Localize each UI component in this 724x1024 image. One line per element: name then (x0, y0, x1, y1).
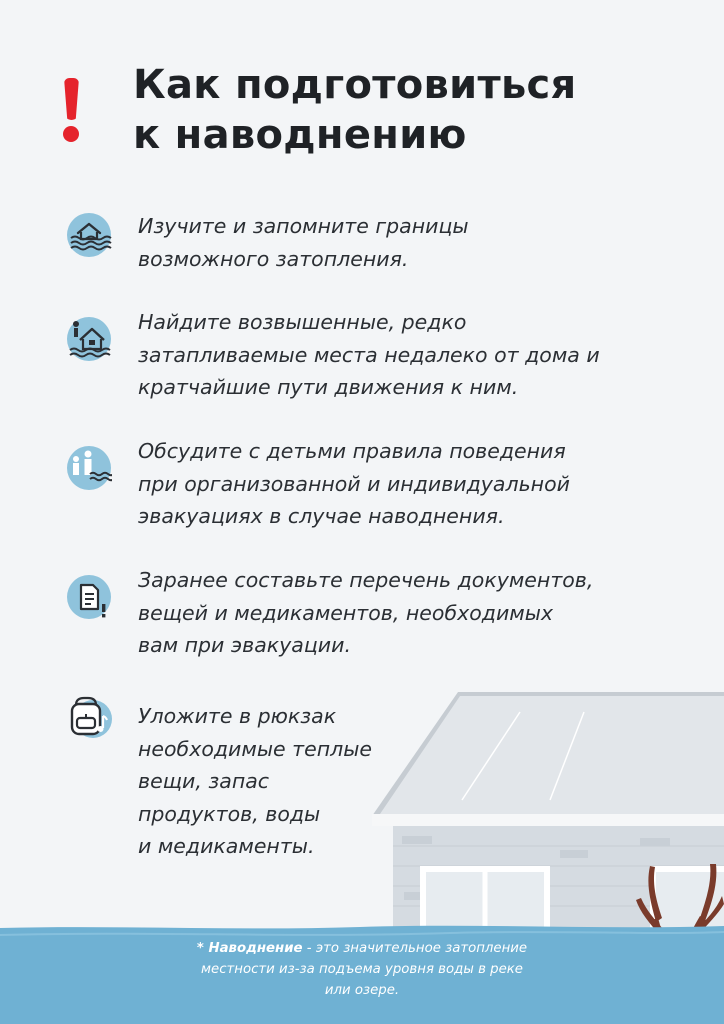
footnote-term: * Наводнение (196, 941, 303, 956)
tip-line: необходимые теплые (138, 736, 373, 761)
exclamation-icon (60, 78, 84, 142)
tip-line: вещи, запас (138, 769, 270, 793)
flooded-house-icon (66, 212, 112, 258)
tip-line: кратчайшие пути движения к ним. (138, 375, 519, 399)
page-title (133, 60, 703, 160)
title-line-1: Как подготовиться (133, 62, 577, 108)
title-line-2: к наводнению (133, 112, 467, 158)
footnote-line-3: или озере. (324, 983, 400, 998)
tip-line: и медикаменты. (138, 834, 315, 858)
document-list-icon (66, 574, 112, 620)
backpack-icon (66, 694, 112, 740)
tip-line: возможного затопления. (138, 246, 409, 271)
tip-line: Найдите возвышенные, редко (138, 310, 467, 334)
footnote-line-1: - это значительное затопление (302, 941, 528, 956)
tip-line: эвакуациях в случае наводнения. (138, 504, 505, 528)
tip-line: Заранее составьте перечень документов, (138, 568, 594, 592)
tip-line: вещей и медикаментов, необходимых (138, 600, 554, 625)
tip-line: Обсудите с детьми правила поведения (138, 439, 566, 463)
footnote-definition (150, 938, 574, 1001)
tip-line: вам при эвакуации. (138, 633, 351, 657)
tip-line: при организованной и индивидуальной (138, 471, 570, 496)
tip-line: продуктов, воды (138, 801, 321, 826)
tip-line: Изучите и запомните границы (138, 214, 469, 238)
family-water-icon (66, 445, 112, 491)
footnote-line-2: местности из-за подъема уровня воды в реке (201, 962, 523, 977)
evacuation-house-icon (66, 316, 112, 362)
tip-line: затапливаемые места недалеко от дома и (138, 342, 600, 367)
tip-line: Уложите в рюкзак (138, 704, 337, 728)
